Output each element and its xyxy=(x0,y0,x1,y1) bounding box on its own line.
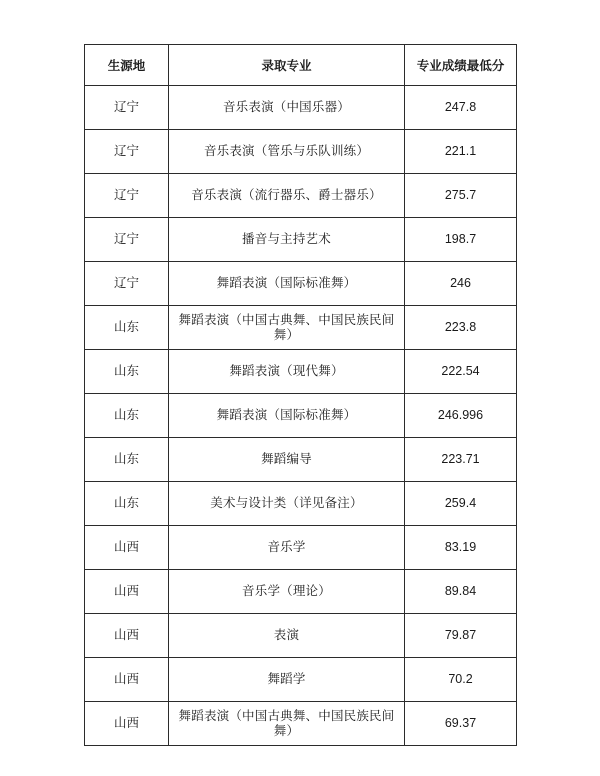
cell-score xyxy=(405,262,517,306)
major-text: 表演 xyxy=(273,628,300,642)
cell-major xyxy=(169,482,405,526)
score-table-container xyxy=(84,44,516,746)
origin-text: 山东 xyxy=(113,408,139,422)
score-text: 89.84 xyxy=(444,584,477,598)
column-header-score: 专业成绩最低分 xyxy=(405,45,517,86)
cell-major xyxy=(169,394,405,438)
table-row xyxy=(85,218,517,262)
table-row xyxy=(85,614,517,658)
table-row xyxy=(85,86,517,130)
score-text: 259.4 xyxy=(444,496,477,510)
table-row xyxy=(85,394,517,438)
origin-text: 辽宁 xyxy=(113,276,139,290)
cell-major xyxy=(169,526,405,570)
major-text: 舞蹈表演（中国古典舞、中国民族民间舞） xyxy=(178,708,395,738)
origin-text: 辽宁 xyxy=(113,232,139,246)
cell-origin xyxy=(85,350,169,394)
origin-text: 山西 xyxy=(113,584,139,598)
cell-score xyxy=(405,482,517,526)
cell-major xyxy=(169,306,405,350)
score-text: 83.19 xyxy=(444,540,477,554)
cell-origin xyxy=(85,130,169,174)
table-row xyxy=(85,306,517,350)
cell-score xyxy=(405,174,517,218)
cell-origin xyxy=(85,438,169,482)
cell-origin xyxy=(85,218,169,262)
cell-major xyxy=(169,130,405,174)
origin-text: 辽宁 xyxy=(113,188,139,202)
score-text: 69.37 xyxy=(444,716,477,730)
table-row xyxy=(85,174,517,218)
score-text: 275.7 xyxy=(444,188,477,202)
major-text: 舞蹈学 xyxy=(267,672,306,686)
table-row xyxy=(85,482,517,526)
major-text: 音乐表演（管乐与乐队训练） xyxy=(203,144,370,158)
column-header-major: 录取专业 xyxy=(169,45,405,86)
cell-score xyxy=(405,702,517,746)
origin-text: 山西 xyxy=(113,628,139,642)
origin-text: 山西 xyxy=(113,540,139,554)
major-text: 音乐表演（流行器乐、爵士器乐） xyxy=(191,188,382,202)
cell-major xyxy=(169,218,405,262)
cell-origin xyxy=(85,658,169,702)
score-text: 223.71 xyxy=(441,452,480,466)
cell-origin xyxy=(85,394,169,438)
cell-origin xyxy=(85,86,169,130)
major-text: 舞蹈表演（国际标准舞） xyxy=(216,408,357,422)
cell-score xyxy=(405,614,517,658)
score-text: 246.996 xyxy=(437,408,484,422)
table-row xyxy=(85,702,517,746)
table-row xyxy=(85,526,517,570)
origin-text: 山东 xyxy=(113,364,139,378)
major-text: 播音与主持艺术 xyxy=(242,232,331,246)
major-text: 舞蹈表演（国际标准舞） xyxy=(216,276,357,290)
major-text: 舞蹈编导 xyxy=(261,452,312,466)
cell-origin xyxy=(85,614,169,658)
cell-major xyxy=(169,262,405,306)
admission-score-table xyxy=(84,44,517,746)
cell-origin xyxy=(85,482,169,526)
score-text: 222.54 xyxy=(441,364,480,378)
column-header-origin: 生源地 xyxy=(85,45,169,86)
table-header-row xyxy=(85,45,517,86)
table-body xyxy=(85,86,517,746)
table-row xyxy=(85,570,517,614)
cell-major xyxy=(169,350,405,394)
cell-score xyxy=(405,658,517,702)
table-row xyxy=(85,350,517,394)
score-text: 70.2 xyxy=(448,672,473,686)
cell-score xyxy=(405,130,517,174)
major-text: 舞蹈表演（现代舞） xyxy=(229,364,344,378)
origin-text: 辽宁 xyxy=(113,144,139,158)
score-text: 247.8 xyxy=(444,100,477,114)
major-text: 美术与设计类（详见备注） xyxy=(210,496,363,510)
cell-score xyxy=(405,350,517,394)
origin-text: 山东 xyxy=(113,320,139,334)
table-row xyxy=(85,130,517,174)
cell-major xyxy=(169,702,405,746)
table-row xyxy=(85,262,517,306)
score-text: 198.7 xyxy=(444,232,477,246)
cell-score xyxy=(405,86,517,130)
major-text: 音乐学（理论） xyxy=(242,584,331,598)
cell-origin xyxy=(85,174,169,218)
cell-score xyxy=(405,306,517,350)
origin-text: 山东 xyxy=(113,496,139,510)
major-text: 音乐表演（中国乐器） xyxy=(222,100,350,114)
origin-text: 辽宁 xyxy=(113,100,139,114)
cell-origin xyxy=(85,262,169,306)
cell-score xyxy=(405,394,517,438)
cell-major xyxy=(169,658,405,702)
cell-major xyxy=(169,174,405,218)
cell-major xyxy=(169,570,405,614)
cell-origin xyxy=(85,306,169,350)
cell-major xyxy=(169,614,405,658)
cell-origin xyxy=(85,570,169,614)
major-text: 音乐学 xyxy=(267,540,306,554)
cell-origin xyxy=(85,526,169,570)
table-header xyxy=(85,45,517,86)
origin-text: 山西 xyxy=(113,716,139,730)
cell-score xyxy=(405,438,517,482)
score-text: 246 xyxy=(450,276,471,290)
origin-text: 山西 xyxy=(113,672,139,686)
cell-score xyxy=(405,526,517,570)
score-text: 223.8 xyxy=(444,320,477,334)
cell-origin xyxy=(85,702,169,746)
origin-text: 山东 xyxy=(113,452,139,466)
cell-score xyxy=(405,570,517,614)
score-text: 221.1 xyxy=(444,144,477,158)
cell-score xyxy=(405,218,517,262)
table-row xyxy=(85,438,517,482)
cell-major xyxy=(169,86,405,130)
score-text: 79.87 xyxy=(444,628,477,642)
major-text: 舞蹈表演（中国古典舞、中国民族民间舞） xyxy=(178,312,395,342)
cell-major xyxy=(169,438,405,482)
table-row xyxy=(85,658,517,702)
